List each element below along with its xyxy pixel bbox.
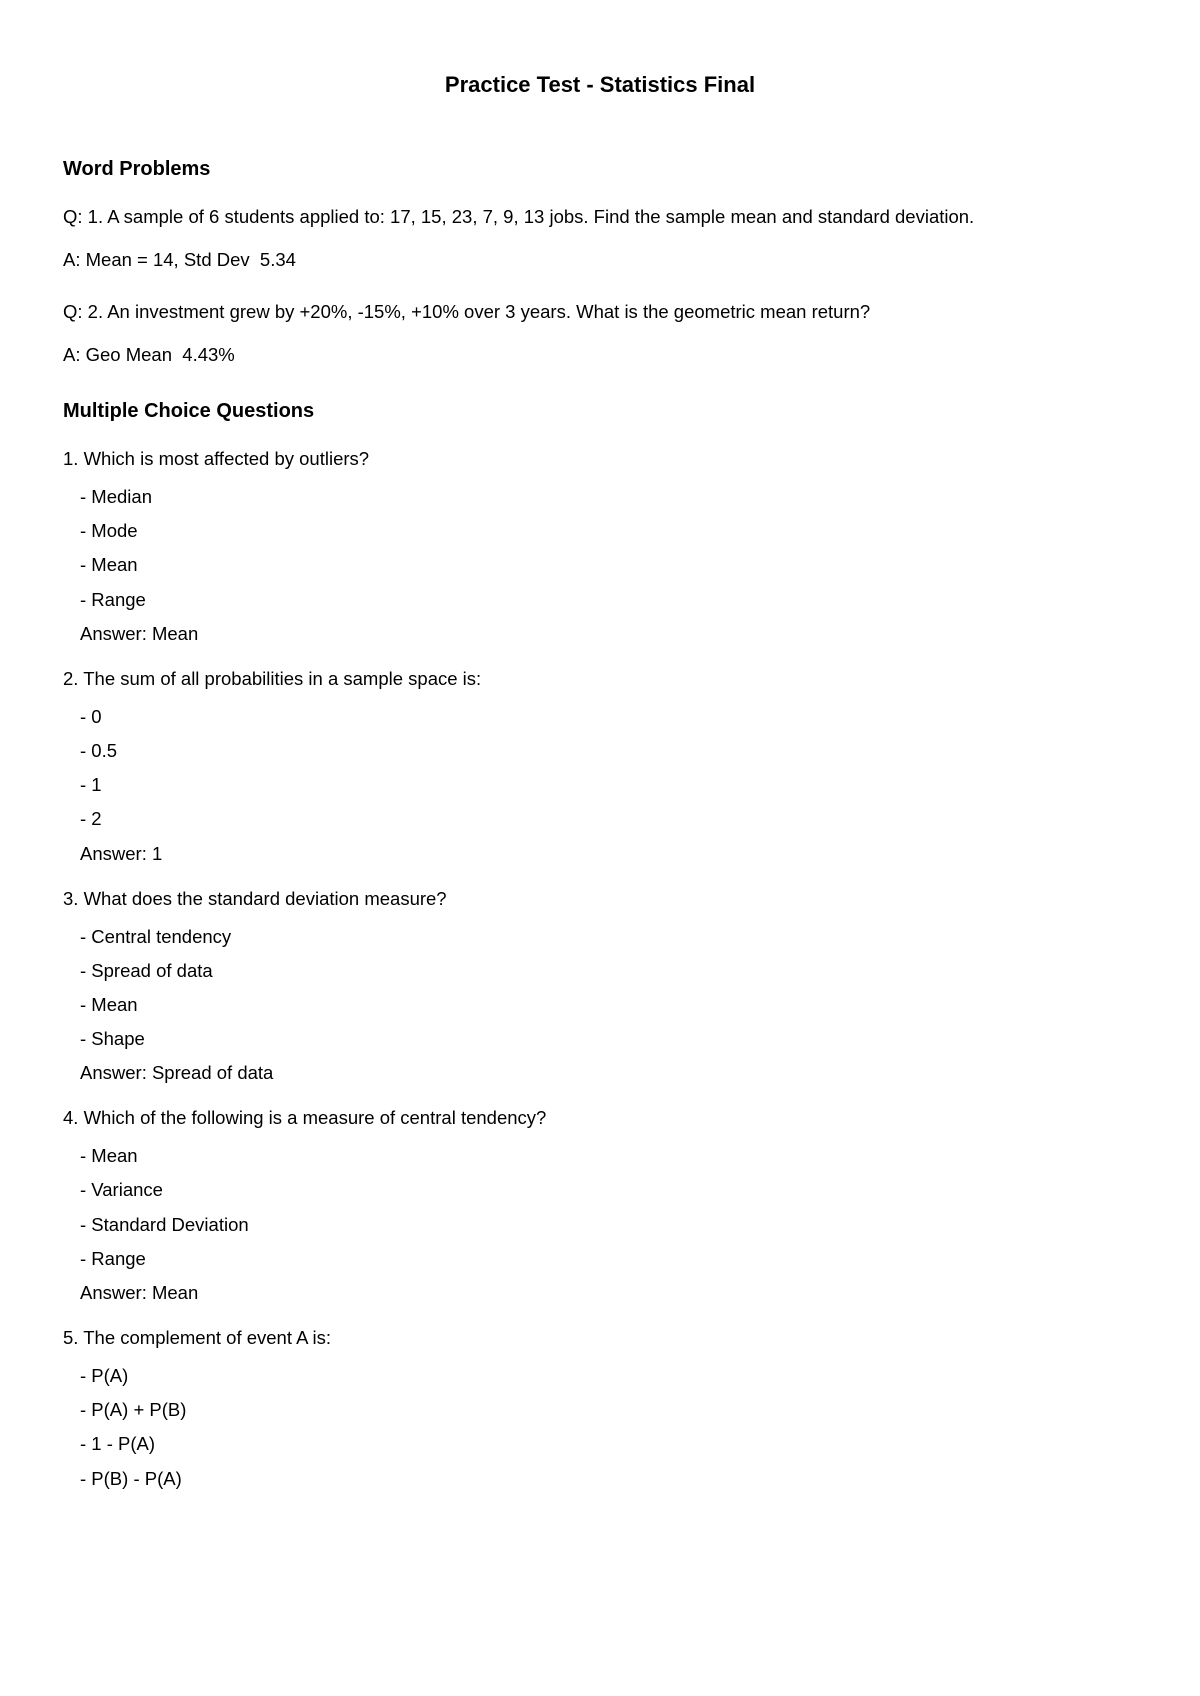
mc-option: - Mean [80,993,138,1015]
mc-option: - Central tendency [80,925,232,947]
mc-option: - Mean [80,554,138,576]
mc-question-text: 3. What does the standard deviation measure? [63,887,447,909]
word-problems-heading: Word Problems [63,158,211,180]
mc-option: - Range [80,1247,146,1269]
mc-answer: Answer: Spread of data [80,1062,274,1084]
word-problem-answer: A: Geo Mean 4.43% [63,344,235,365]
mc-option: - Range [80,588,146,610]
mc-option: - P(A) [80,1365,129,1386]
mc-answer: Answer: 1 [80,842,163,864]
mc-option: - Mean [80,1145,138,1167]
mc-option: - Spread of data [80,959,213,981]
word-problem-question: Q: 1. A sample of 6 students applied to: 17, 15, 23, 7, 9, 13 jobs. Find the sample mean and standard deviation. [63,206,975,227]
mc-question-4 [63,1105,1163,1306]
word-problem-question: Q: 2. An investment grew by +20%, -15%, +10% over 3 years. What is the geometric mean return? [63,301,871,322]
page-title: Practice Test - Statistics Final [444,72,756,97]
mc-option: - 1 [80,774,102,796]
mc-answer: Answer: Mean [80,1282,199,1303]
word-problem-2 [63,299,1163,368]
mc-option: - 0 [80,705,102,727]
mc-option: - Variance [80,1179,163,1201]
mc-option: - Median [80,486,152,507]
mc-answer: Answer: Mean [80,622,199,644]
mc-option: - Standard Deviation [80,1213,249,1235]
mc-option: - Shape [80,1028,145,1050]
multiple-choice-heading: Multiple Choice Questions [63,400,315,422]
mc-option: - P(B) - P(A) [80,1467,182,1489]
mc-question-text: 1. Which is most affected by outliers? [63,448,370,469]
word-problem-1 [63,204,1163,273]
mc-question-5 [63,1325,1163,1492]
mc-option: - Mode [80,520,138,542]
mc-option: - 0.5 [80,739,118,761]
document-body [63,155,1163,1500]
mc-question-text: 4. Which of the following is a measure of central tendency? [63,1107,547,1129]
mc-question-2 [63,666,1163,867]
word-problem-answer: A: Mean = 14, Std Dev 5.34 [63,249,296,270]
mc-option: - 1 - P(A) [80,1433,156,1455]
mc-question-text: 2. The sum of all probabilities in a sample space is: [63,667,482,689]
mc-question-3 [63,886,1163,1087]
mc-option: - 2 [80,808,102,830]
mc-question-text: 5. The complement of event A is: [63,1327,332,1348]
mc-question-1 [63,446,1163,647]
mc-option: - P(A) + P(B) [80,1399,187,1421]
